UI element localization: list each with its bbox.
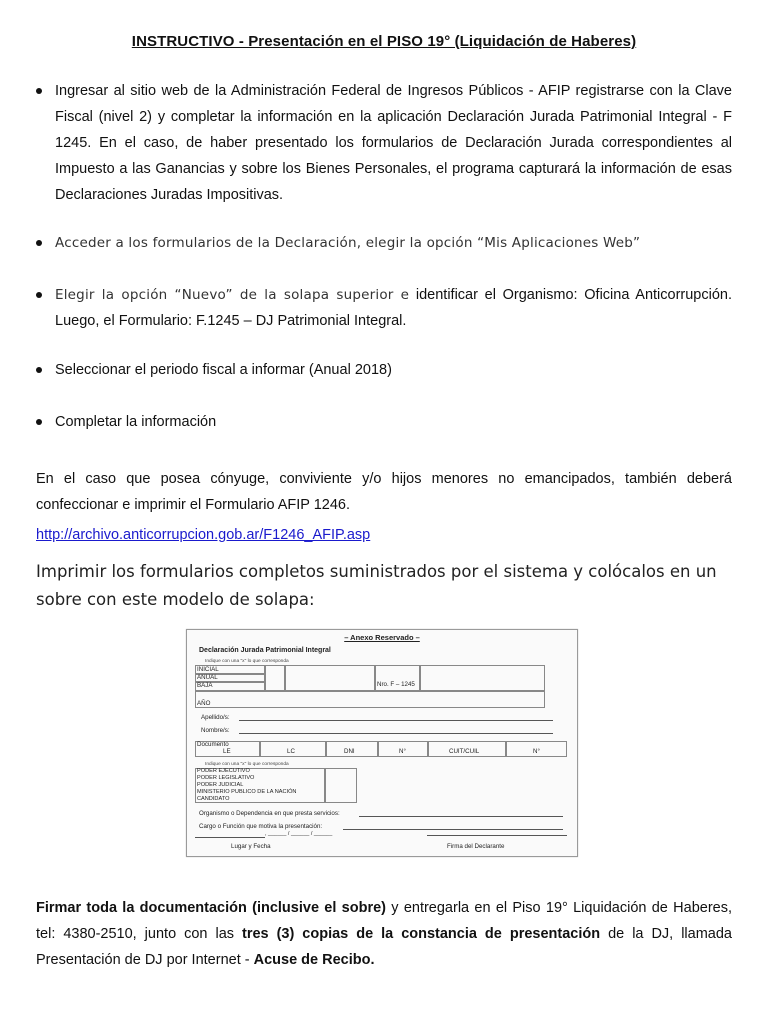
form-line [195, 837, 265, 838]
form-date-line: , ______ / ______ / ______ [265, 831, 333, 837]
instruction-item [36, 409, 732, 435]
form-cell [285, 665, 375, 691]
form-type-label: INICIAL [197, 666, 219, 673]
print-instruction: Imprimir los formularios completos suministrados por el sistema y colócalos en un sobre con este modelo de solapa: [36, 562, 717, 609]
form-line [427, 835, 567, 836]
form-branch: PODER EJECUTIVO [197, 768, 250, 774]
form-1246-link[interactable]: http://archivo.anticorrupcion.gob.ar/F1246_AFIP.asp [36, 527, 371, 543]
bold-text: tres (3) copias de la constancia de presentación [242, 926, 601, 942]
form-divider [377, 741, 379, 757]
text: y entregarla en el Piso 19° Liquidación de Haberes, tel: 4380-2510, junto con las [36, 900, 732, 942]
form-branch: PODER JUDICIAL [197, 782, 244, 788]
form-role-label: Cargo o Función que motiva la presentación: [199, 823, 323, 830]
text: de la DJ, llamada Presentación de DJ por Internet - [36, 926, 732, 968]
form-doc-label: Documento [197, 741, 229, 748]
form-branch: CANDIDATO [197, 796, 230, 802]
form-doc-type: DNI [344, 748, 355, 755]
bullet-icon [36, 419, 42, 425]
form-line [239, 720, 553, 721]
form-line [343, 829, 563, 830]
form-branch: PODER LEGISLATIVO [197, 775, 255, 781]
form-subtitle: Declaración Jurada Patrimonial Integral [199, 647, 331, 654]
instruction-text [55, 282, 732, 334]
form-header: – Anexo Reservado – [344, 633, 420, 642]
bold-text: Acuse de Recibo. [253, 952, 375, 968]
form-doc-type: N° [533, 748, 540, 755]
form-hint: Indique con una "x" lo que corresponda [205, 762, 289, 767]
instruction-text: Acceder a los formularios de la Declaración, elegir la opción “Mis Aplicaciones Web” [55, 235, 641, 251]
form-name-label: Nombre/s: [201, 727, 230, 734]
instruction-item [36, 282, 732, 334]
form-signature: Firma del Declarante [447, 843, 505, 850]
form-divider [325, 741, 327, 757]
instruction-item [36, 357, 732, 383]
bullet-icon [36, 292, 42, 298]
signing-instruction [36, 895, 732, 973]
instruction-text-part: Elegir la opción “Nuevo” de la solapa superior e [55, 287, 410, 303]
form-divider [259, 741, 261, 757]
form-line [239, 733, 553, 734]
bullet-icon [36, 88, 42, 94]
form-doc-type: LE [223, 748, 231, 755]
bullet-icon [36, 240, 42, 246]
form-branch: MINISTERIO PUBLICO DE LA NACIÓN [197, 789, 297, 795]
form-number: Nro. F – 1245 [377, 681, 415, 688]
form-type-label: BAJA [197, 682, 213, 689]
form-doc-row [195, 741, 567, 757]
form-hint: Indique con una "x" lo que corresponda [205, 659, 289, 664]
bold-text: Firmar toda la documentación (inclusive el sobre) [36, 900, 386, 916]
form-branch-box [325, 768, 357, 803]
form-line [359, 816, 563, 817]
instruction-text: Ingresar al sitio web de la Administración Federal de Ingresos Públicos - AFIP registrarse con la Clave Fiscal (nivel 2) y completar la información en la aplicación Declaración Jurada Patrimonial Integral - F 1245. En el caso, de haber presentado los formularios de Declaración Jurada correspondientes al Impuesto a las Ganancias y sobre los Bienes Personales, el programa capturará la información de esas Declaraciones Juradas Impositivas. [55, 83, 732, 203]
instruction-text-part: identificar el Organismo: Oficina Anticorrupción. Luego, el Formulario: F.1245 – DJ Patrimonial Integral. [55, 287, 732, 329]
document-title: INSTRUCTIVO - Presentación en el PISO 19° (Liquidación de Haberes) [131, 33, 637, 50]
instruction-item [36, 230, 732, 256]
form-agency-label: Organismo o Dependencia en que presta servicios: [199, 810, 340, 817]
instruction-item [36, 78, 732, 208]
form-cell [195, 691, 545, 708]
form-doc-type: N° [399, 748, 406, 755]
form-type-label: ANUAL [197, 674, 218, 681]
instruction-text: Completar la información [55, 414, 217, 430]
spouse-paragraph: En el caso que posea cónyuge, conviviente y/o hijos menores no emancipados, también deberá confeccionar e imprimir el Formulario AFIP 1246. [36, 471, 732, 513]
form-doc-type: LC [287, 748, 295, 755]
form-surname-label: Apellido/s: [201, 714, 230, 721]
form-year-label: AÑO [197, 700, 211, 707]
form-cell [420, 665, 545, 691]
instruction-text: Seleccionar el periodo fiscal a informar (Anual 2018) [55, 362, 392, 378]
form-doc-type: CUIT/CUIL [449, 748, 480, 755]
form-cell [265, 665, 285, 691]
form-place-date: Lugar y Fecha [231, 843, 271, 850]
envelope-form-image [186, 629, 578, 857]
form-divider [505, 741, 507, 757]
form-divider [427, 741, 429, 757]
bullet-icon [36, 367, 42, 373]
